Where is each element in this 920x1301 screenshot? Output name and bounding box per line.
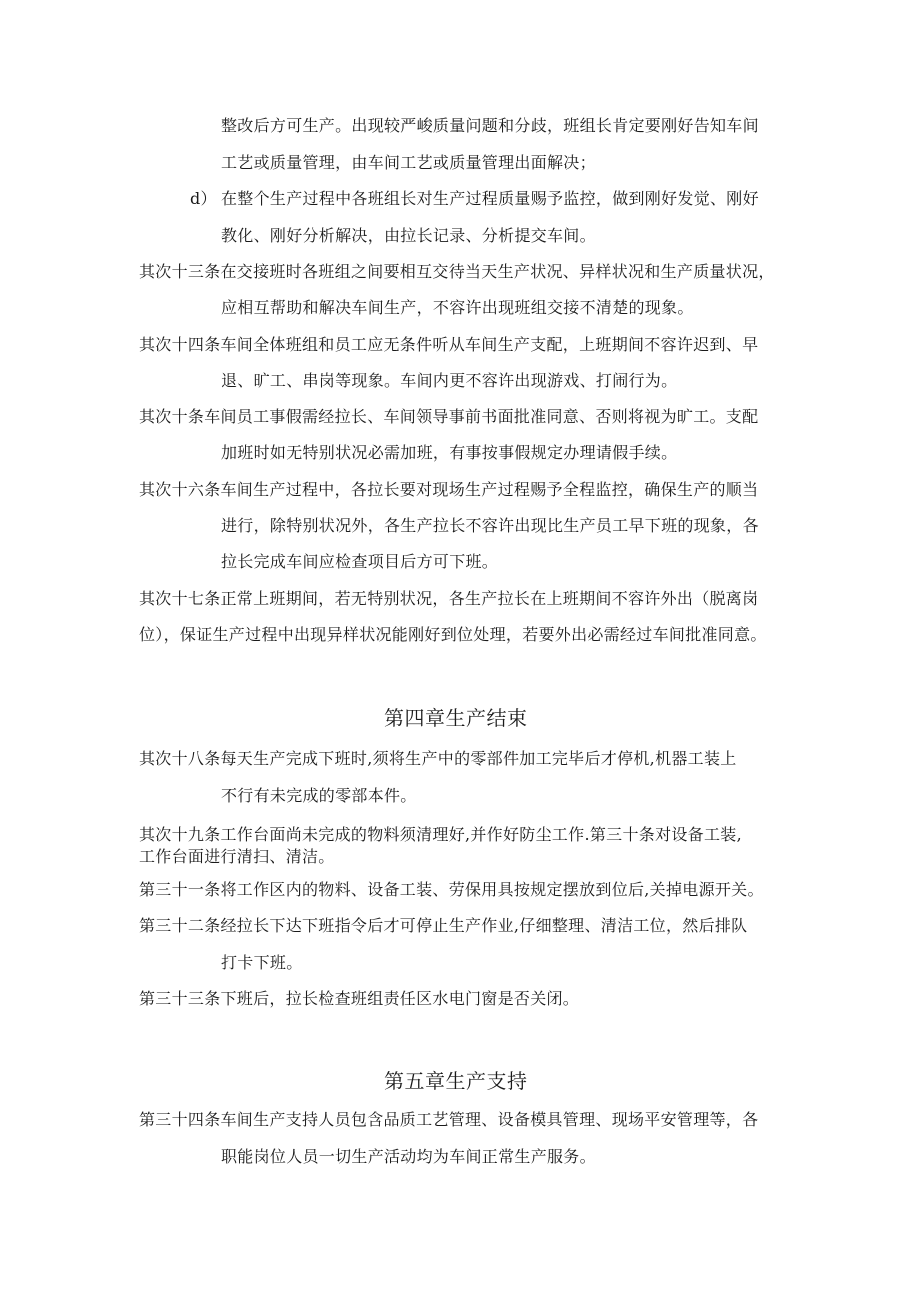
- article-16-line-1: 其次十六条车间生产过程中，各拉长要对现场生产过程赐予全程监控，确保生产的顺当: [139, 480, 759, 499]
- article-14-line-2: 退、旷工、串岗等现象。车间内更不容许出现游戏、打闹行为。: [221, 371, 678, 390]
- article-34-line-1: 第三十四条车间生产支持人员包含品质工艺管理、设备模具管理、现场平安管理等，各: [139, 1110, 759, 1129]
- article-13-line-1: 其次十三条在交接班时各班组之间要相互交待当天生产状况、异样状况和生产质量状况，: [139, 262, 775, 281]
- article-18-line-1: 其次十八条每天生产完成下班时,须将生产中的零部件加工完毕后才停机,机器工装上: [139, 749, 737, 768]
- article-19-line-1: 其次十九条工作台面尚未完成的物料须清理好,并作好防尘工作.第三十条对设备工装,: [139, 825, 742, 844]
- chapter-4-title: 第四章生产结束: [384, 706, 528, 730]
- article-19-line-2: 工作台面进行清扫、清洁。: [139, 847, 335, 866]
- article-32-line-2: 打卡下班。: [221, 953, 303, 972]
- article-15-line-2: 加班时如无特别状况必需加班，有事按事假规定办理请假手续。: [221, 443, 678, 462]
- article-34-line-2: 职能岗位人员一切生产活动均为车间正常生产服务。: [221, 1147, 596, 1166]
- article-17-line-1: 其次十七条正常上班期间，若无特别状况，各生产拉长在上班期间不容许外出（脱离岗: [139, 589, 759, 608]
- item-d-line-2: 教化、刚好分析解决，由拉长记录、分析提交车间。: [221, 226, 596, 245]
- article-12-line-2: 工艺或质量管理，由车间工艺或质量管理出面解决；: [221, 153, 596, 172]
- article-15-line-1: 其次十条车间员工事假需经拉长、车间领导事前书面批准同意、否则将视为旷工。支配: [139, 407, 759, 426]
- article-14-line-1: 其次十四条车间全体班组和员工应无条件听从车间生产支配，上班期间不容许迟到、早: [139, 335, 759, 354]
- article-16-line-2: 进行，除特别状况外，各生产拉长不容许出现比生产员工早下班的现象，各: [221, 516, 759, 535]
- article-31: 第三十一条将工作区内的物料、设备工装、劳保用具按规定摆放到位后,关掉电源开关。: [139, 880, 764, 899]
- article-17-line-2: 位），保证生产过程中出现异样状况能刚好到位处理，若要外出必需经过车间批准同意。: [139, 625, 767, 644]
- article-16-line-3: 拉长完成车间应检查项目后方可下班。: [221, 552, 499, 571]
- item-d-marker: d）: [190, 189, 217, 208]
- article-18-line-2: 不行有未完成的零部本件。: [221, 786, 417, 805]
- article-12-line-1: 整改后方可生产。出现较严峻质量问题和分歧，班组长肯定要刚好告知车间: [221, 116, 759, 135]
- article-33: 第三十三条下班后，拉长检查班组责任区水电门窗是否关闭。: [139, 989, 580, 1008]
- item-d-line-1: 在整个生产过程中各班组长对生产过程质量赐予监控，做到刚好发觉、刚好: [221, 189, 759, 208]
- article-13-line-2: 应相互帮助和解决车间生产，不容许出现班组交接不清楚的现象。: [221, 298, 694, 317]
- article-32-line-1: 第三十二条经拉长下达下班指令后才可停止生产作业,仔细整理、清洁工位，然后排队: [139, 916, 748, 935]
- chapter-5-title: 第五章生产支持: [384, 1069, 528, 1093]
